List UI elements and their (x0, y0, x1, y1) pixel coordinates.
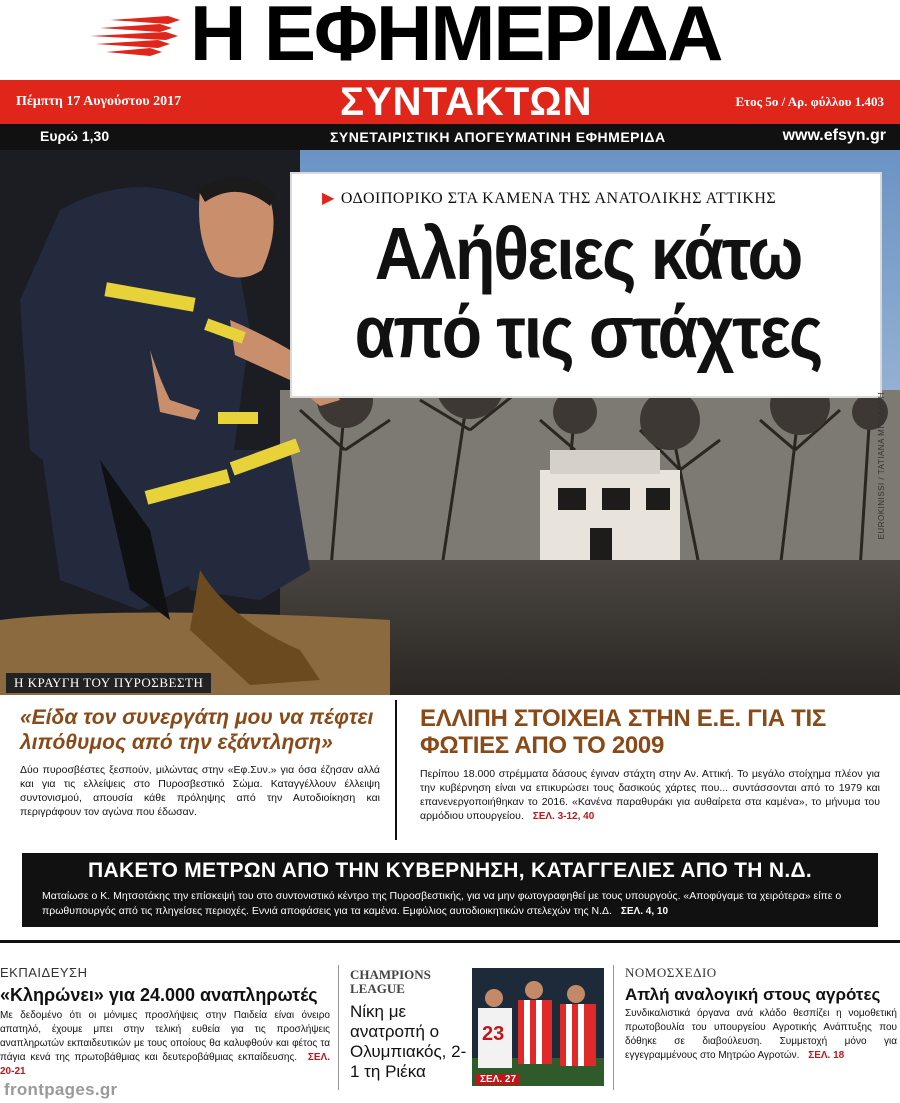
story-farmers (625, 965, 897, 1063)
story-farmers-body-wrap (625, 1007, 897, 1063)
lead-headline-box (290, 172, 882, 398)
story-sports-headline[interactable]: Νίκη με ανατροπή ο Ολυμπιακός, 2-1 τη Ριέκα (350, 1002, 467, 1081)
watermark: frontpages.gr (4, 1080, 118, 1099)
jersey-number: 23 (482, 1023, 505, 1045)
section-label-bill: ΝΟΜΟΣΧΕΔΙΟ (625, 965, 717, 980)
story-eu-data-body: Περίπου 18.000 στρέμματα δάσους έγιναν στάχτη στην Αν. Αττική. Το μεγάλο στοίχημα πλέον για την κυβέρνηση είναι να επικυρώσει τους δασικούς χάρτες που... συντάσσονται από το 1979 και επανενεργοποιήθηκαν το 2016. «Κανένα παραθυράκι για αυθαίρετα στα καμένα», το μήνυμα του αρμόδιου υπουργείου. (420, 768, 880, 822)
price: Ευρώ 1,30 (40, 128, 110, 144)
lead-headline-line2: από τις στάχτες (354, 290, 822, 374)
government-measures-headline[interactable]: ΠΑΚΕΤΟ ΜΕΤΡΩΝ ΑΠΟ ΤΗΝ ΚΥΒΕΡΝΗΣΗ, ΚΑΤΑΓΓΕΛΙΕΣ ΑΠΟ ΤΗ Ν.Δ. (88, 859, 812, 882)
page-ref: ΣΕΛ. 4, 10 (620, 906, 669, 917)
story-eu-data (420, 705, 880, 824)
page-ref: ΣΕΛ. 3-12, 40 (532, 811, 595, 822)
story-eu-data-body-wrap (420, 767, 880, 824)
masthead-title: Η ΕΦΗΜΕΡΙΔΑ (190, 0, 722, 77)
photo-caption-tag: Η ΚΡΑΥΓΗ ΤΟΥ ΠΥΡΟΣΒΕΣΤΗ (6, 673, 211, 693)
triangle-arrow-icon: ▶ (322, 190, 335, 207)
arrows-logo-icon (80, 14, 180, 58)
story-education-body: Με δεδομένο ότι οι μόνιμες προσλήψεις στην Παιδεία είναι όνειρο απατηλό, έχουμε μπει στην τελική ευθεία για τις προσλήψεις αναπληρωτών εκπαιδευτικών με τους οποίους θα καλυφθούν και φέτος τα πάγια κενά της πρωτοβάθμιας και δευτεροβάθμιας εκπαίδευσης. (0, 1010, 330, 1063)
story-education-body-wrap (0, 1009, 330, 1079)
page-ref: ΣΕΛ. 27 (476, 1074, 520, 1085)
story-education (0, 965, 330, 1079)
masthead (0, 0, 900, 150)
story-education-headline[interactable]: «Κληρώνει» για 24.000 αναπληρωτές (0, 985, 318, 1005)
government-measures-body-wrap (42, 889, 862, 919)
story-firefighters (20, 705, 380, 819)
masthead-subtitle: ΣΥΝΤΑΚΤΩΝ (340, 80, 593, 124)
lead-kicker (322, 188, 776, 208)
story-farmers-headline[interactable]: Απλή αναλογική στους αγρότες (625, 985, 881, 1004)
lead-headline-line1: Αλήθειες κάτω (374, 211, 802, 295)
website-link[interactable]: www.efsyn.gr (782, 127, 886, 144)
story-firefighters-body: Δύο πυροσβέστες ξεσπούν, μιλώντας στην «Εφ.Συν.» για όσα έζησαν αλλά και για τις ελλείψεις στο Πυροσβεστικό Σώμα. Καταγγέλλουν έλλειψη συντονισμού, απουσία κάθε πρόληψης από την Αυτοδιοίκηση και περιγράφουν τον αγώνα που έδωσαν. (20, 764, 380, 818)
section-label-champions-league: CHAMPIONS LEAGUE (350, 967, 431, 996)
story-farmers-body: Συνδικαλιστικά όργανα ανά κλάδο θεσπίζει η νομοθετική πρωτοβουλία του υπουργείου Αγροτικής Ανάπτυξης που δόθηκε σε διαβούλευση. Συμμετοχή μόνο για εγγεγραμμένους στο Μητρώο Αγροτών. (625, 1008, 897, 1061)
section-label-education: ΕΚΠΑΙΔΕΥΣΗ (0, 965, 88, 980)
story-sports (350, 968, 468, 1082)
government-measures-box (22, 853, 878, 927)
section-rule (0, 940, 900, 943)
issue-date: Πέμπτη 17 Αυγούστου 2017 (16, 94, 182, 109)
bottom-divider (338, 965, 339, 1090)
lead-headline[interactable] (302, 211, 874, 374)
page-ref: ΣΕΛ. 18 (808, 1050, 845, 1061)
lead-kicker-text: ΟΔΟΙΠΟΡΙΚΟ ΣΤΑ ΚΑΜΕΝΑ ΤΗΣ ΑΝΑΤΟΛΙΚΗΣ ΑΤΤΙΚΗΣ (340, 190, 777, 207)
page-ref: ΣΕΛ. 20-21 (0, 1052, 331, 1077)
story-eu-data-headline[interactable]: ΕΛΛΙΠΗ ΣΤΟΙΧΕΙΑ ΣΤΗΝ Ε.Ε. ΓΙΑ ΤΙΣ ΦΩΤΙΕΣ ΑΠΟ ΤΟ 2009 (420, 705, 827, 759)
bottom-divider (613, 965, 614, 1090)
sports-photo (472, 968, 604, 1086)
government-measures-body: Ματαίωσε ο Κ. Μητσοτάκης την επίσκεψή του στο συντονιστικό κέντρο της Πυροσβεστικής, για να μην φωτογραφηθεί με τους υπουργούς. «Αποφύγαμε τα χειρότερα» είπε ο πρωθυπουργός από τις πληγείσες περιοχές. Εννιά αποφάσεις για τα καμένα. Εμφύλιος αυτοδιοικητικών στελεχών της Ν.Δ. (42, 890, 842, 917)
tagline: ΣΥΝΕΤΑΙΡΙΣΤΙΚΗ ΑΠΟΓΕΥΜΑΤΙΝΗ ΕΦΗΜΕΡΙΔΑ (330, 129, 666, 145)
story-firefighters-headline[interactable]: «Είδα τον συνεργάτη μου να πέφτει λιπόθυμος από την εξάντληση» (20, 706, 374, 754)
photo-credit: EUROKINISSI / ΤΑΤΙΑΝΑ ΜΠΟΛΑΡΗ (877, 392, 886, 540)
issue-number: Ετος 5ο / Αρ. φύλλου 1.403 (735, 94, 884, 109)
sports-photo-illustration (472, 968, 604, 1086)
column-divider (395, 700, 397, 840)
